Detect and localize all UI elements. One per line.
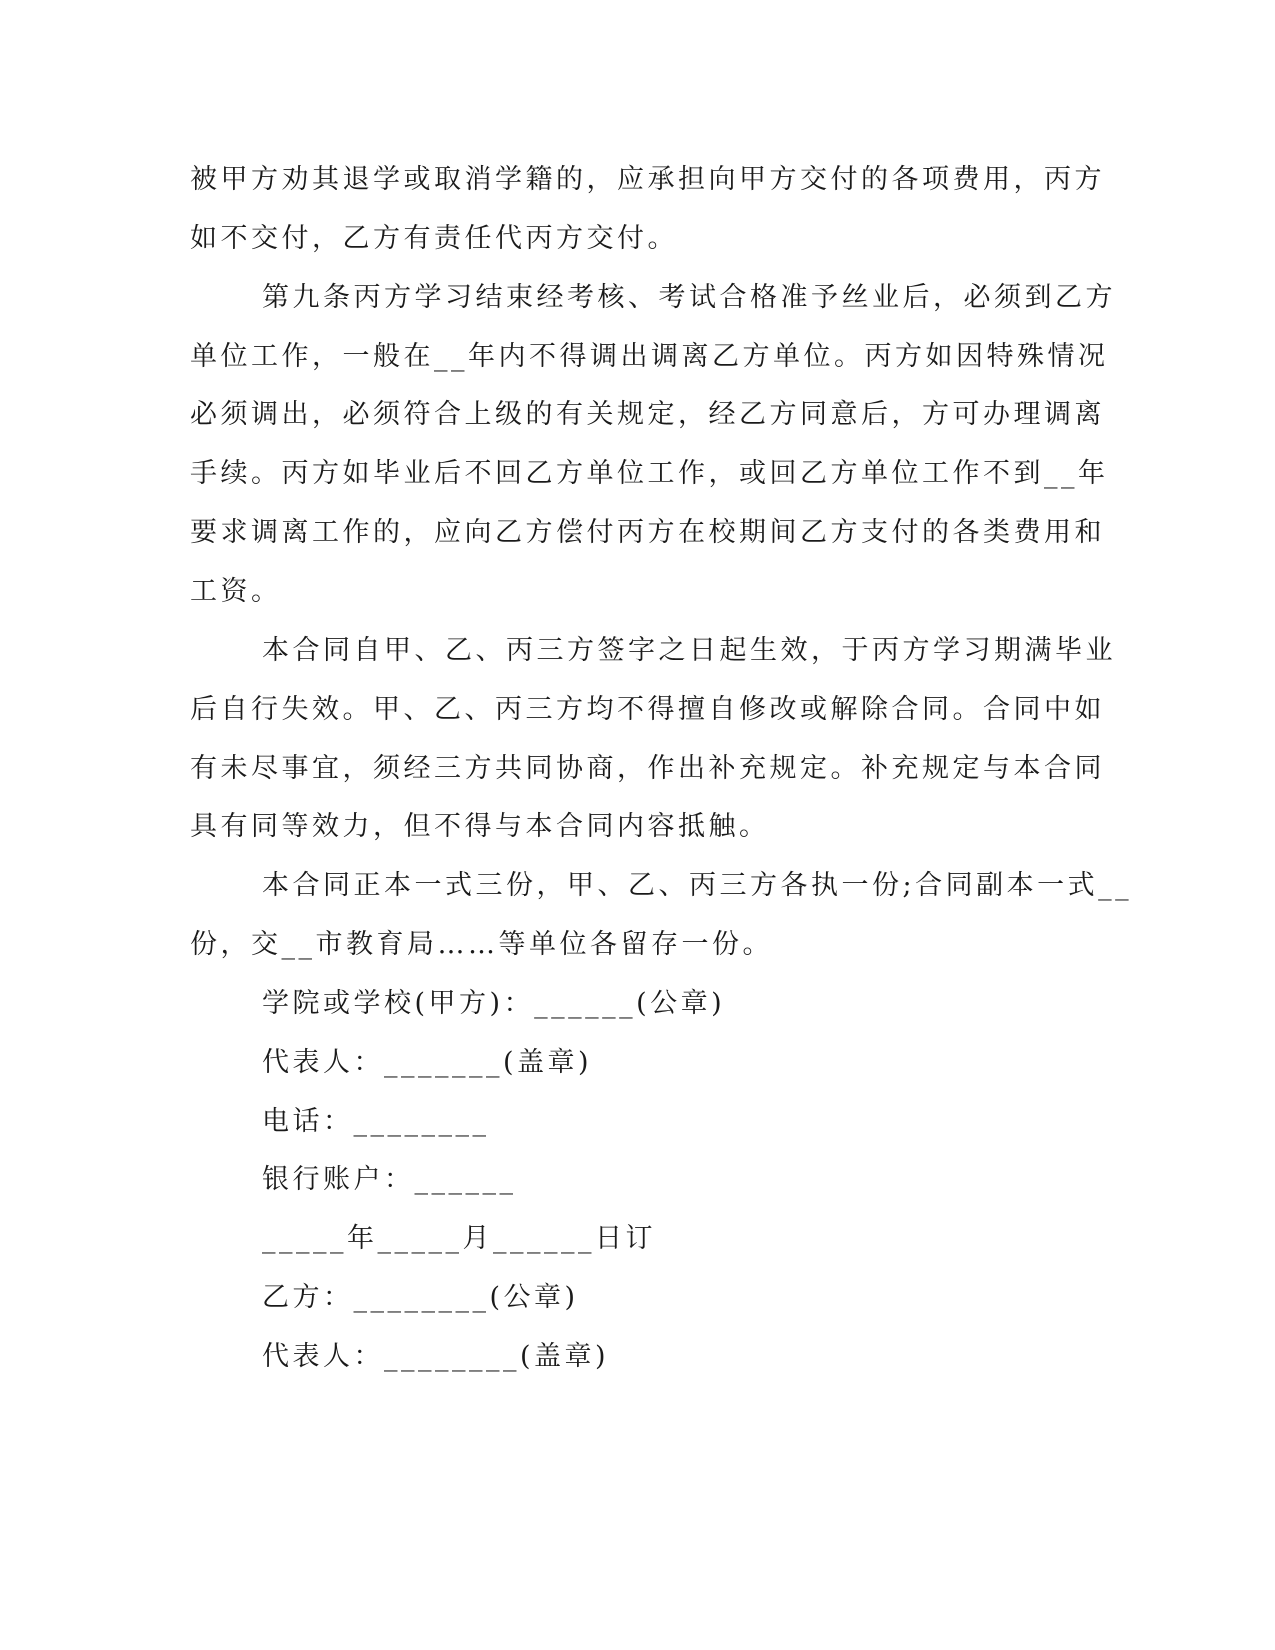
text-line-5: 必须调出，必须符合上级的有关规定，经乙方同意后，方可办理调离 xyxy=(190,399,1105,430)
text-line-13: 本合同正本一式三份，甲、乙、丙三方各执一份;合同副本一式__ xyxy=(262,870,1133,901)
text-line-6: 手续。丙方如毕业后不回乙方单位工作，或回乙方单位工作不到__年 xyxy=(190,458,1109,489)
text-line-14: 份，交__市教育局……等单位各留存一份。 xyxy=(190,929,773,960)
text-line-10: 后自行失效。甲、乙、丙三方均不得擅自修改或解除合同。合同中如 xyxy=(190,694,1105,725)
text-line-4: 单位工作，一般在__年内不得调出调离乙方单位。丙方如因特殊情况 xyxy=(190,341,1109,372)
signature-line-bank-account: 银行账户：______ xyxy=(262,1164,517,1195)
text-line-8: 工资。 xyxy=(190,576,282,607)
signature-line-party-b: 乙方：________(公章) xyxy=(262,1282,579,1313)
signature-line-party-a: 学院或学校(甲方)：______(公章) xyxy=(262,988,726,1019)
signature-line-phone: 电话：________ xyxy=(262,1106,490,1137)
signature-line-date: _____年_____月______日订 xyxy=(262,1223,656,1254)
text-line-11: 有未尽事宜，须经三方共同协商，作出补充规定。补充规定与本合同 xyxy=(190,753,1105,784)
text-line-12: 具有同等效力，但不得与本合同内容抵触。 xyxy=(190,811,770,842)
text-line-1: 被甲方劝其退学或取消学籍的，应承担向甲方交付的各项费用，丙方 xyxy=(190,164,1105,195)
signature-line-representative-a: 代表人：_______(盖章) xyxy=(262,1047,593,1078)
text-line-2: 如不交付，乙方有责任代丙方交付。 xyxy=(190,223,678,254)
text-line-7: 要求调离工作的，应向乙方偿付丙方在校期间乙方支付的各类费用和 xyxy=(190,517,1105,548)
signature-line-representative-b: 代表人：________(盖章) xyxy=(262,1341,610,1372)
text-line-9: 本合同自甲、乙、丙三方签字之日起生效，于丙方学习期满毕业 xyxy=(262,635,1116,666)
text-line-3: 第九条丙方学习结束经考核、考试合格准予丝业后，必须到乙方 xyxy=(262,282,1116,313)
